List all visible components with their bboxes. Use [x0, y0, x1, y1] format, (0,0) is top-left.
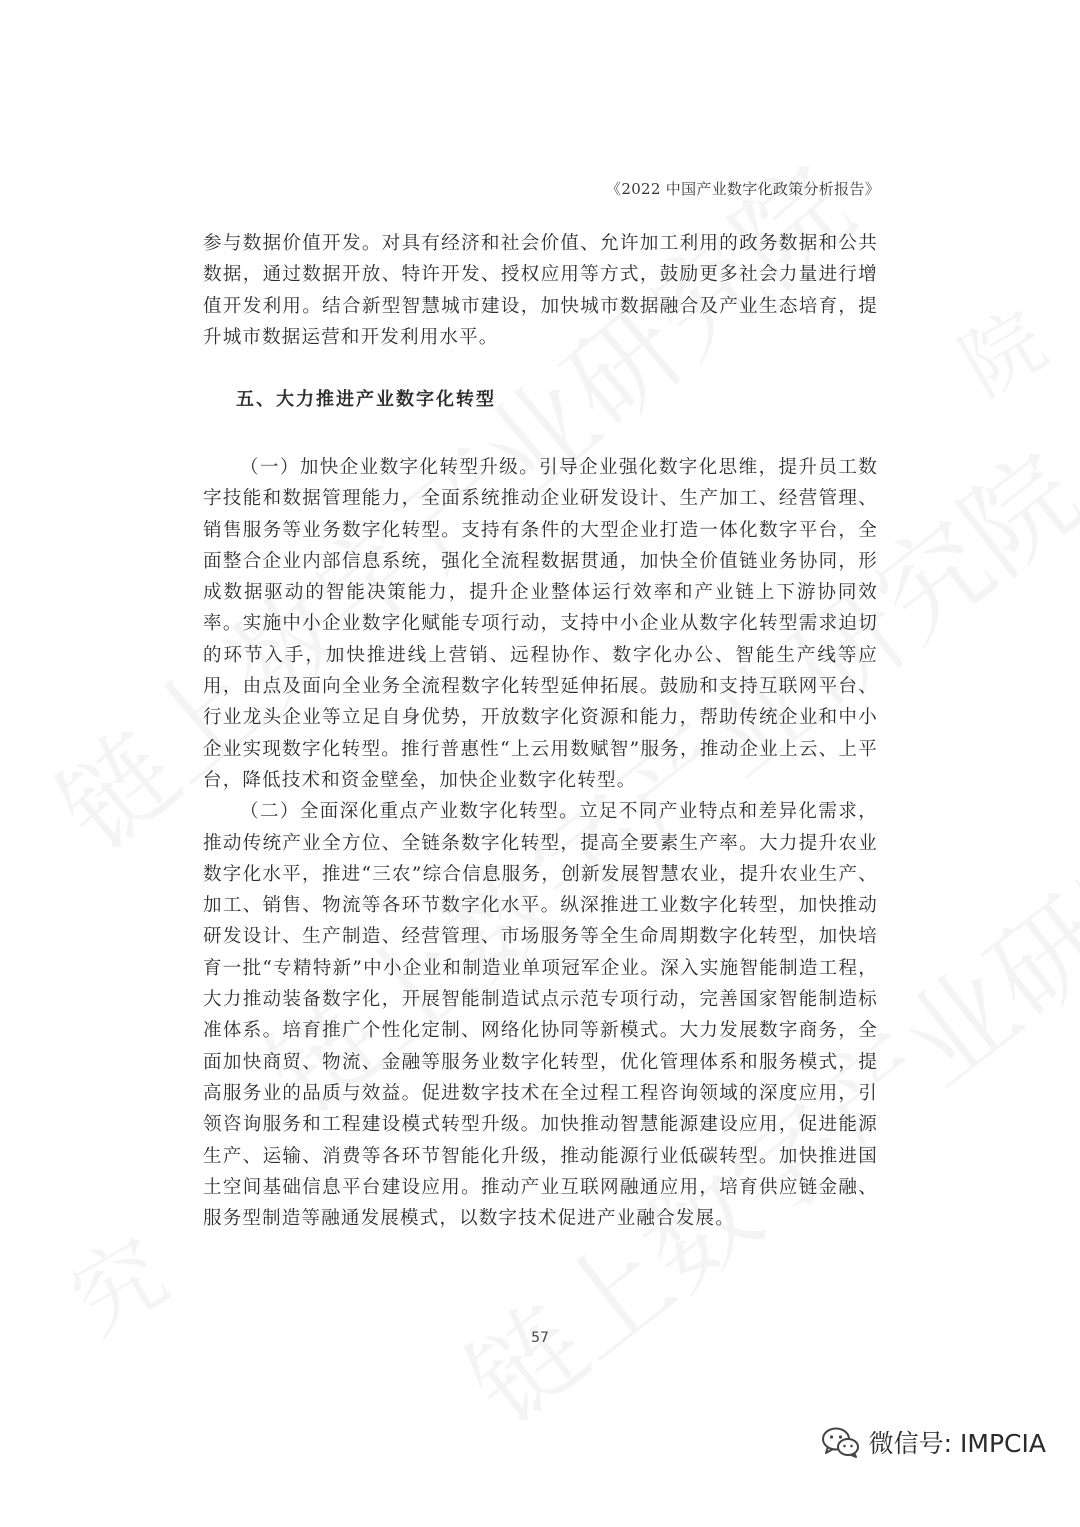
body-paragraph: （一）加快企业数字化转型升级。引导企业强化数字化思维，提升员工数字技能和数据管理能力，全面系统推动企业研发设计、生产加工、经营管理、销售服务等业务数字化转型。支持有条件的大型企业打造一体化数字平台，全面整合企业内部信息系统，强化全流程数据贯通，加快全价值链业务协同，形成数据驱动的智能决策能力，提升企业整体运行效率和产业链上下游协同效率。实施中小企业数字化赋能专项行动，支持中小企业从数字化转型需求迫切的环节入手，加快推进线上营销、远程协作、数字化办公、智能生产线等应用，由点及面向全业务全流程数字化转型延伸拓展。鼓励和支持互联网平台、行业龙头企业等立足自身优势，开放数字化资源和能力，帮助传统企业和中小企业实现数字化转型。推行普惠性“上云用数赋智”服务，推动企业上云、上平台，降低技术和资金壁垒，加快企业数字化转型。	[203, 457, 878, 791]
paragraph-continuation: 参与数据价值开发。对具有经济和社会价值、允许加工利用的政务数据和公共数据，通过数据开放、特许开发、授权应用等方式，鼓励更多社会力量进行增值开发利用。结合新型智慧城市建设，加快城市数据融合及产业生态培育，提升城市数据运营和开发利用水平。	[203, 233, 878, 348]
section-heading: 五、大力推进产业数字化转型	[236, 389, 496, 410]
wechat-badge	[821, 1424, 1046, 1460]
running-header: 《2022 中国产业数字化政策分析报告》	[606, 180, 880, 198]
page-number: 57	[531, 1330, 549, 1346]
wechat-icon	[821, 1425, 861, 1459]
wechat-id-label: 微信号: IMPCIA	[868, 1429, 1046, 1458]
watermark-text	[937, 278, 1064, 418]
body-paragraph: （二）全面深化重点产业数字化转型。立足不同产业特点和差异化需求，推动传统产业全方位、全链条数字化转型，提高全要素生产率。大力提升农业数字化水平，推进“三农”综合信息服务，创新发展智慧农业，提升农业生产、加工、销售、物流等各环节数字化水平。纵深推进工业数字化转型，加快推动研发设计、生产制造、经营管理、市场服务等全生命周期数字化转型，加快培育一批“专精特新”中小企业和制造业单项冠军企业。深入实施智能制造工程，大力推动装备数字化，开展智能制造试点示范专项行动，完善国家智能制造标准体系。培育推广个性化定制、网络化协同等新模式。大力发展数字商务，全面加快商贸、物流、金融等服务业数字化转型，优化管理体系和服务模式，提高服务业的品质与效益。促进数字技术在全过程工程咨询领域的深度应用，引领咨询服务和工程建设模式转型升级。加快推动智慧能源建设应用，促进能源生产、运输、消费等各环节智能化升级，推动能源行业低碳转型。加快推进国土空间基础信息平台建设应用。推动产业互联网融通应用，培育供应链金融、服务型制造等融通发展模式，以数字技术促进产业融合发展。	[203, 801, 878, 1230]
section-body	[203, 452, 878, 1234]
